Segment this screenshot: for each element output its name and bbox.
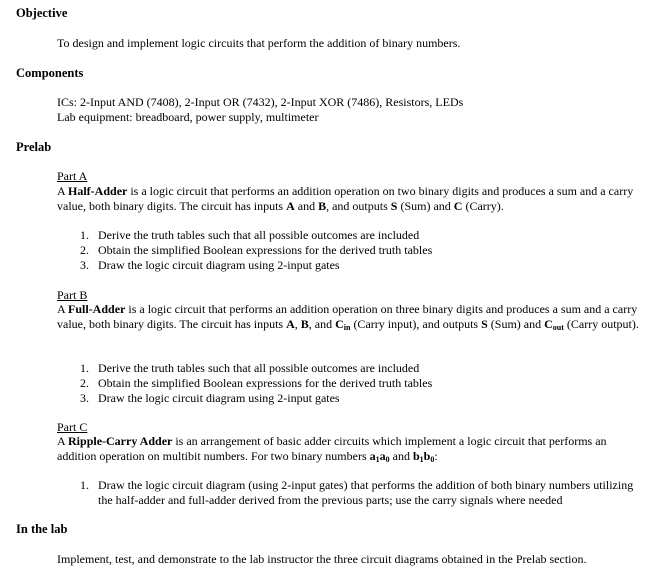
list-item: 3. Draw the logic circuit diagram using 2-input gates [80, 258, 340, 272]
part-a-title: Part A [57, 169, 88, 183]
list-item: 2. Obtain the simplified Boolean expressions for the derived truth tables [80, 376, 433, 390]
objective-heading: Objective [16, 6, 68, 20]
part-a-steps [80, 228, 650, 273]
part-c-description: A Ripple-Carry Adder is an arrangement of basic adder circuits which implement a logic circuit that performs an addition operation on multibit numbers. For two binary numbers $a_1a_0$ and $b_1b_0$: [57, 434, 607, 464]
part-c-title: Part C [57, 420, 88, 434]
in-lab-heading: In the lab [16, 522, 68, 536]
objective-text: To design and implement logic circuits that perform the addition of binary numbers. [57, 36, 461, 50]
list-item: 1. Draw the logic circuit diagram (using 2-input gates) that performs the addition of both binary numbers utilizing the half-adder and full-adder derived from the previous parts; use the carry signals where needed [80, 478, 634, 507]
part-b-description: A Full-Adder is a logic circuit that performs an addition operation on three binary digits and produces a sum and a carry value, both binary digits. The circuit has inputs A, B, and $C_{in}$ (Carry input), and outputs S (Sum) and $C_{out}$ (Carry output). [57, 302, 639, 332]
list-item: 1. Derive the truth tables such that all possible outcomes are included [80, 228, 420, 242]
list-item: 3. Draw the logic circuit diagram using 2-input gates [80, 391, 340, 405]
part-a-description: A Half-Adder is a logic circuit that performs an addition operation on two binary digits and produces a sum and a carry value, both binary digits. The circuit has inputs A and B, and outputs S (Sum) and C (Carry). [57, 184, 634, 213]
components-equipment: Lab equipment: breadboard, power supply, multimeter [57, 110, 319, 124]
list-item: 1. Derive the truth tables such that all possible outcomes are included [80, 361, 420, 375]
in-lab-text: Implement, test, and demonstrate to the lab instructor the three circuit diagrams obtained in the Prelab section. [57, 552, 587, 566]
components-heading: Components [16, 66, 84, 80]
part-c-steps [80, 478, 650, 508]
components-ics: ICs: 2-Input AND (7408), 2-Input OR (7432), 2-Input XOR (7486), Resistors, LEDs [57, 95, 464, 109]
prelab-heading: Prelab [16, 140, 52, 154]
list-item: 2. Obtain the simplified Boolean expressions for the derived truth tables [80, 243, 433, 257]
part-b-title: Part B [57, 288, 88, 302]
part-b-steps [80, 361, 650, 406]
